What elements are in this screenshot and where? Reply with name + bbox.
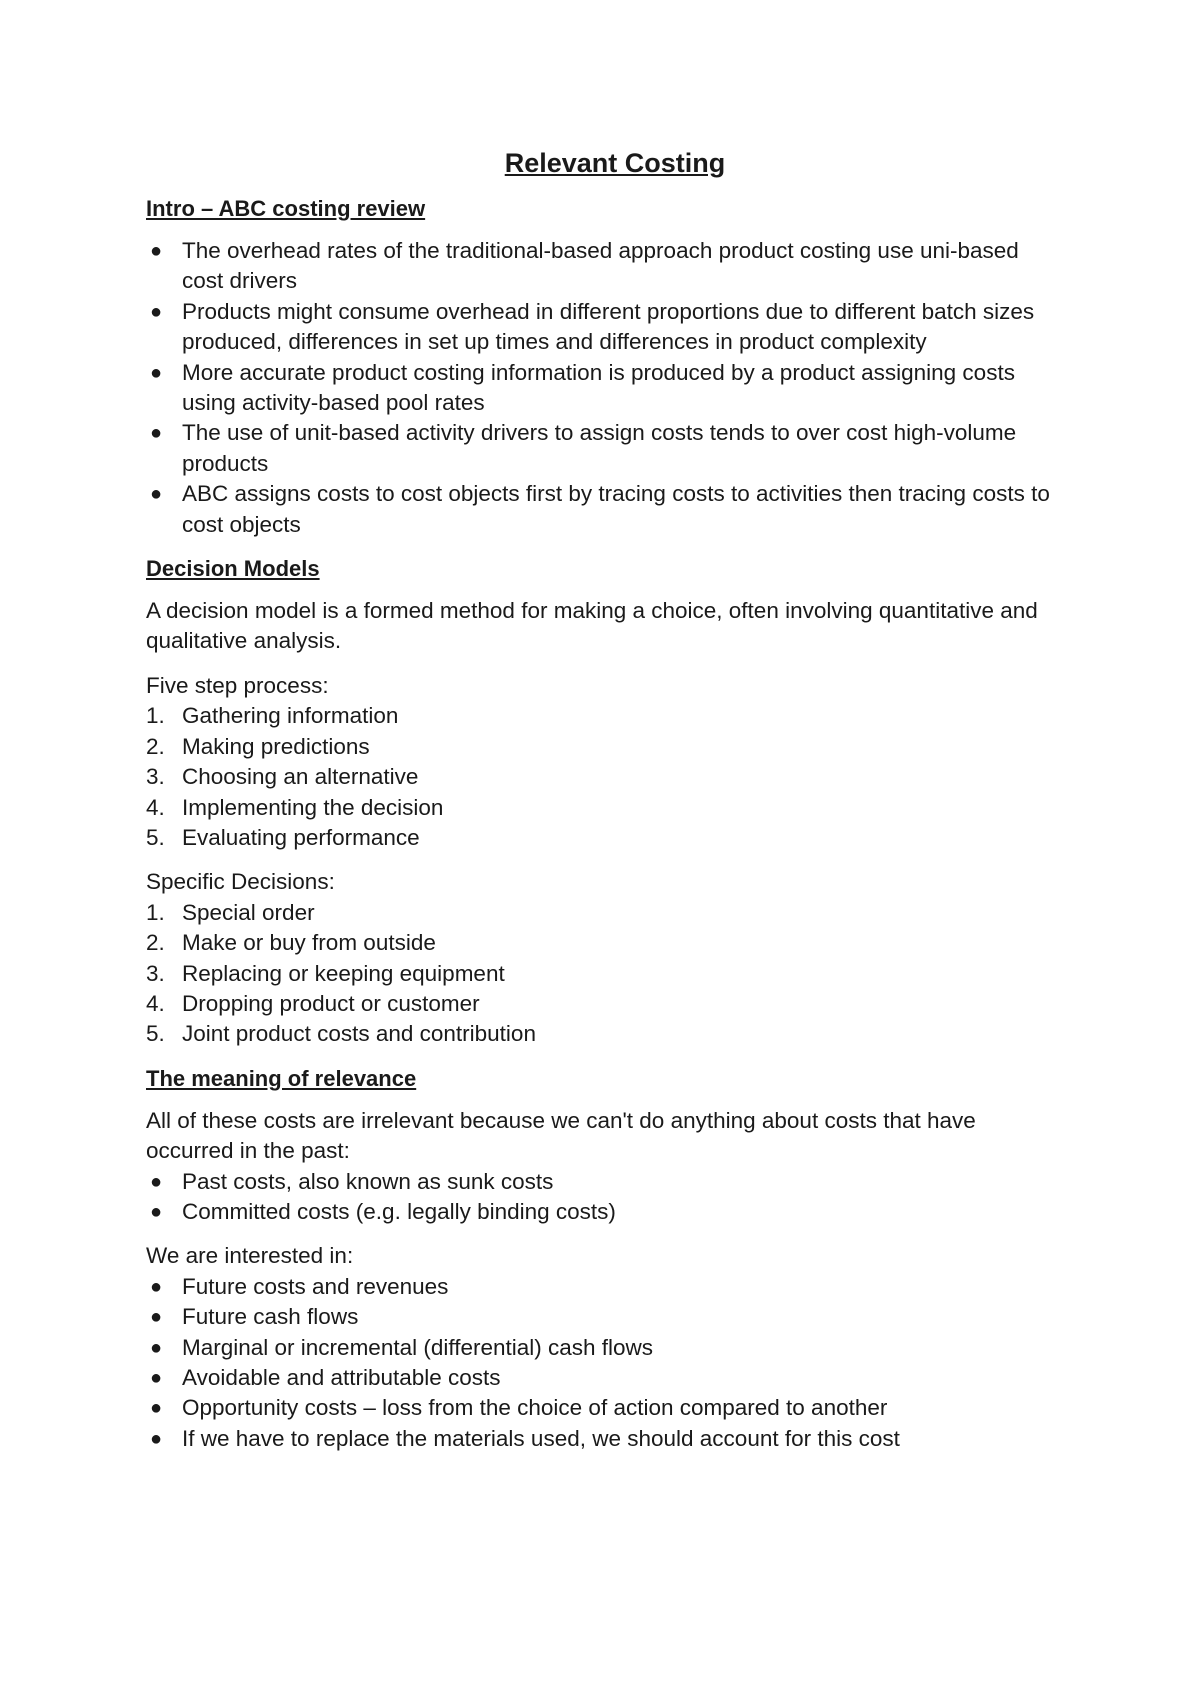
- document-title: Relevant Costing: [504, 148, 726, 178]
- list-item: ● Committed costs (e.g. legally binding costs): [146, 1197, 1066, 1227]
- list-item: ● Future costs and revenues: [146, 1272, 1066, 1302]
- list-item: ● Opportunity costs – loss from the choice of action compared to another: [146, 1393, 1066, 1423]
- list-item: 2. Making predictions: [146, 733, 370, 759]
- bullet-icon: ●: [150, 240, 163, 262]
- bullet-icon: ●: [150, 1275, 163, 1298]
- list-item: 1. Gathering information: [146, 703, 399, 729]
- list-item: ● More accurate product costing information is produced by a product assigning costs using activity-based pool rates: [150, 359, 1015, 416]
- list-item: 3. Choosing an alternative: [146, 764, 419, 790]
- bullet-icon: ●: [150, 1336, 163, 1359]
- list-item: 3. Replacing or keeping equipment: [146, 960, 505, 986]
- decision-model-definition: A decision model is a formed method for making a choice, often involving quantitative and qualitative analysis.: [146, 598, 1038, 654]
- bullet-icon: ●: [150, 1200, 163, 1223]
- list-item: ● Products might consume overhead in different proportions due to different batch sizes produced, differences in set up times and differences in product complexity: [150, 298, 1035, 355]
- abc-review-list: [146, 236, 1066, 540]
- bullet-icon: ●: [150, 300, 163, 323]
- list-item: 2. Make or buy from outside: [146, 930, 436, 956]
- list-item: ● The use of unit-based activity drivers to assign costs tends to over cost high-volume products: [150, 420, 1017, 476]
- bullet-icon: ●: [150, 361, 163, 384]
- list-item: ● Past costs, also known as sunk costs: [146, 1167, 1066, 1197]
- section-heading-decision-models: Decision Models: [146, 556, 320, 582]
- section-heading-relevance: The meaning of relevance: [146, 1065, 417, 1091]
- list-item: ● If we have to replace the materials used, we should account for this cost: [146, 1424, 1066, 1454]
- bullet-icon: ●: [150, 483, 163, 506]
- specific-decisions-list: [146, 898, 1066, 1050]
- bullet-icon: ●: [150, 1367, 163, 1389]
- five-step-list: [146, 701, 1066, 853]
- relevant-costs-list: [146, 1272, 1066, 1454]
- bullet-icon: ●: [150, 1397, 163, 1420]
- section-heading-abc-review: Intro – ABC costing review: [146, 196, 426, 221]
- bullet-icon: ●: [150, 1306, 163, 1329]
- steps-label: Five step process:: [146, 672, 329, 698]
- irrelevant-costs-list: [146, 1167, 1066, 1228]
- list-item: 4. Implementing the decision: [146, 794, 444, 820]
- list-item: ● The overhead rates of the traditional-based approach product costing use uni-based cost drivers: [150, 238, 1019, 294]
- list-item: 5. Joint product costs and contribution: [146, 1021, 536, 1047]
- bullet-icon: ●: [150, 1427, 163, 1450]
- list-item: ● Marginal or incremental (differential) cash flows: [146, 1333, 1066, 1363]
- list-item: ● Future cash flows: [146, 1302, 1066, 1332]
- bullet-icon: ●: [150, 1170, 163, 1193]
- irrelevant-costs-intro: All of these costs are irrelevant because we can't do anything about costs that have occurred in the past:: [146, 1107, 976, 1164]
- interested-label: We are interested in:: [146, 1243, 354, 1269]
- document-page: [146, 146, 1066, 1454]
- bullet-icon: ●: [150, 422, 163, 445]
- list-item: 5. Evaluating performance: [146, 824, 420, 850]
- list-item: ● Avoidable and attributable costs: [146, 1363, 1066, 1393]
- list-item: 1. Special order: [146, 899, 315, 925]
- list-item: ● ABC assigns costs to cost objects first by tracing costs to activities then tracing costs to cost objects: [150, 481, 1050, 537]
- list-item: 4. Dropping product or customer: [146, 990, 480, 1016]
- decisions-label: Specific Decisions:: [146, 869, 335, 895]
